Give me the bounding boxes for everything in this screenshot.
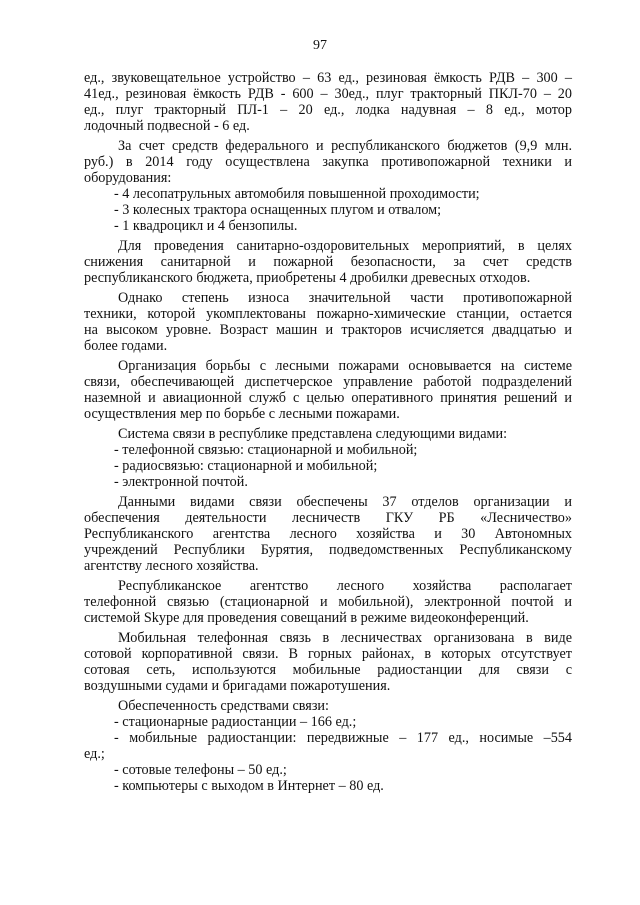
text-line: сотовой корпоративной связи. В горных районах, в которых отсутствует <box>84 646 572 662</box>
text-line: - 4 лесопатрульных автомобиля повышенной проходимости; <box>114 186 480 202</box>
text-line: ед., плуг тракторный ПЛ-1 – 20 ед., лодка надувная – 8 ед., мотор <box>84 102 572 118</box>
text-line: республиканского бюджета, приобретены 4 дробилки древесных отходов. <box>84 270 531 286</box>
text-line: За счет средств федерального и республиканского бюджетов (9,9 млн. <box>118 138 572 154</box>
text-line: Республиканского агентства лесного хозяйства и 30 Автономных <box>84 526 572 542</box>
text-line: более годами. <box>84 338 168 354</box>
text-line: техники, которой укомплектованы пожарно-химические станции, остается <box>84 306 572 322</box>
page-number: 97 <box>313 38 327 53</box>
text-line: Мобильная телефонная связь в лесничествах организована в виде <box>118 630 572 646</box>
text-line: Данными видами связи обеспечены 37 отделов организации и <box>118 494 572 510</box>
text-line: - электронной почтой. <box>114 474 248 490</box>
text-line: агентству лесного хозяйства. <box>84 558 259 574</box>
text-line: - мобильные радиостанции: передвижные – 177 ед., носимые –554 <box>114 730 572 746</box>
text-line: лодочный подвесной - 6 ед. <box>84 118 250 134</box>
text-line: Организация борьбы с лесными пожарами основывается на системе <box>118 358 572 374</box>
text-line: телефонной связью (стационарной и мобильной), электронной почтой и <box>84 594 572 610</box>
text-line: системой Skype для проведения совещаний в режиме видеоконференций. <box>84 610 529 626</box>
text-line: Обеспеченность средствами связи: <box>118 698 329 714</box>
text-line: - сотовые телефоны – 50 ед.; <box>114 762 287 778</box>
text-line: снижения санитарной и пожарной безопасности, за счет средств <box>84 254 572 270</box>
text-line: ед.; <box>84 746 105 762</box>
text-line: - 1 квадроцикл и 4 бензопилы. <box>114 218 298 234</box>
text-line: осуществления мер по борьбе с лесными пожарами. <box>84 406 400 422</box>
text-line: связи, обеспечивающей диспетчерское управление работой подразделений <box>84 374 572 390</box>
text-line: обеспечения деятельности лесничеств ГКУ РБ «Лесничество» <box>84 510 572 526</box>
text-line: руб.) в 2014 году осуществлена закупка противопожарной техники и <box>84 154 572 170</box>
text-line: Республиканское агентство лесного хозяйства располагает <box>118 578 572 594</box>
text-line: ед., звуковещательное устройство – 63 ед., резиновая ёмкость РДВ – 300 – <box>84 70 572 86</box>
text-line: - 3 колесных трактора оснащенных плугом и отвалом; <box>114 202 442 218</box>
body-text <box>84 70 572 794</box>
text-line: на высоком уровне. Возраст машин и тракторов исчисляется двадцатью и <box>84 322 572 338</box>
text-line: сотовая сеть, используются мобильные радиостанции для связи с <box>84 662 572 678</box>
text-line: Система связи в республике представлена следующими видами: <box>118 426 508 442</box>
text-line: 41ед., резиновая ёмкость РДВ - 600 – 30ед., плуг тракторный ПКЛ-70 – 20 <box>84 86 572 102</box>
text-line: оборудования: <box>84 170 172 186</box>
text-line: Однако степень износа значительной части противопожарной <box>118 290 572 306</box>
text-line: Для проведения санитарно-оздоровительных мероприятий, в целях <box>118 238 572 254</box>
text-line: воздушными судами и бригадами пожаротушения. <box>84 678 391 694</box>
text-line: учреждений Республики Бурятия, подведомственных Республиканскому <box>84 542 572 558</box>
text-line: - стационарные радиостанции – 166 ед.; <box>114 714 357 730</box>
text-line: - телефонной связью: стационарной и мобильной; <box>114 442 418 458</box>
text-line: наземной и авиационной служб с целью оперативного принятия решений и <box>84 390 572 406</box>
text-line: - радиосвязью: стационарной и мобильной; <box>114 458 378 474</box>
text-line: - компьютеры с выходом в Интернет – 80 ед. <box>114 778 384 794</box>
